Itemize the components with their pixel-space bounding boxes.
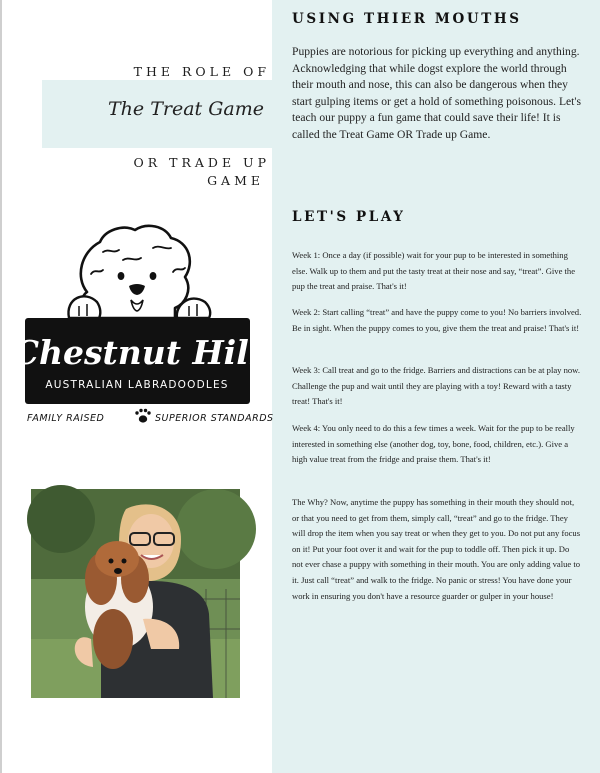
logo-tagline-left: FAMILY RAISED — [27, 413, 105, 424]
heading-lets-play: LET'S PLAY — [292, 209, 406, 225]
script-title: The Treat Game — [108, 98, 264, 120]
logo-brand: Chestnut Hill — [12, 333, 262, 372]
week-2-paragraph: Week 2: Start calling “treat” and have the puppy come to you! No barriers involved. Be in sight. When the puppy comes to you, give them the treat and praise! That's it! — [292, 307, 582, 333]
heading-using-their-mouths: USING THIER MOUTHS — [292, 11, 522, 27]
logo-tagline-right: SUPERIOR STANDARDS — [155, 413, 274, 424]
kicker-bottom-1: OR TRADE UP — [133, 155, 270, 170]
intro-paragraph: Puppies are notorious for picking up everything and anything. Acknowledging that while dogst explore the world through their mouth and nose, this can also be dangerous when they start gulping items or get a hold of something poisonous. Let's teach our puppy a fun game that could save their life! It is called the Treat Game OR Trade up Game. — [292, 45, 582, 141]
week-4-paragraph: Week 4: You only need to do this a few times a week. Wait for the pup to be really interested in something else (another dog, toy, bone, food, children, etc.). Give a high value treat from the fridge and praise them. That's it! — [292, 423, 575, 465]
photo-person-with-puppy — [31, 489, 240, 698]
paw-icon — [135, 409, 150, 423]
kicker-bottom-2: GAME — [207, 173, 264, 188]
page-edge — [0, 0, 2, 773]
week-3-paragraph: Week 3: Call treat and go to the fridge. Barriers and distractions can be at play now. Challenge the pup and wait until they are playing with a toy! Reward with a tasty treat! That's it! — [292, 365, 580, 407]
why-paragraph: The Why? Now, anytime the puppy has something in their mouth they should not, or that you need to get from them, simply call, “treat” and go to the fridge. They will drop the item when you say treat or when they get to you. Do not put any focus on it! Put your foot over it and wait for the pup to toddle off. Then pick it up. Do not ever chase a puppy with something in their mouth. You are only adding value to it. Just call “treat” and walk to the fridge. No panic or stress! You have done your work in ensuring you don't have a resource guarder or gulper in your house! — [292, 497, 581, 601]
week-1-paragraph: Week 1: Once a day (if possible) wait for your pup to be interested in something else. Walk up to them and put the tasty treat at their nose and say, “treat”. Give the pup the treat and praise. That's it! — [292, 250, 576, 292]
kicker-top: THE ROLE OF — [133, 64, 270, 79]
chestnut-hill-logo — [12, 222, 274, 432]
logo-sub: AUSTRALIAN LABRADOODLES — [45, 379, 229, 391]
